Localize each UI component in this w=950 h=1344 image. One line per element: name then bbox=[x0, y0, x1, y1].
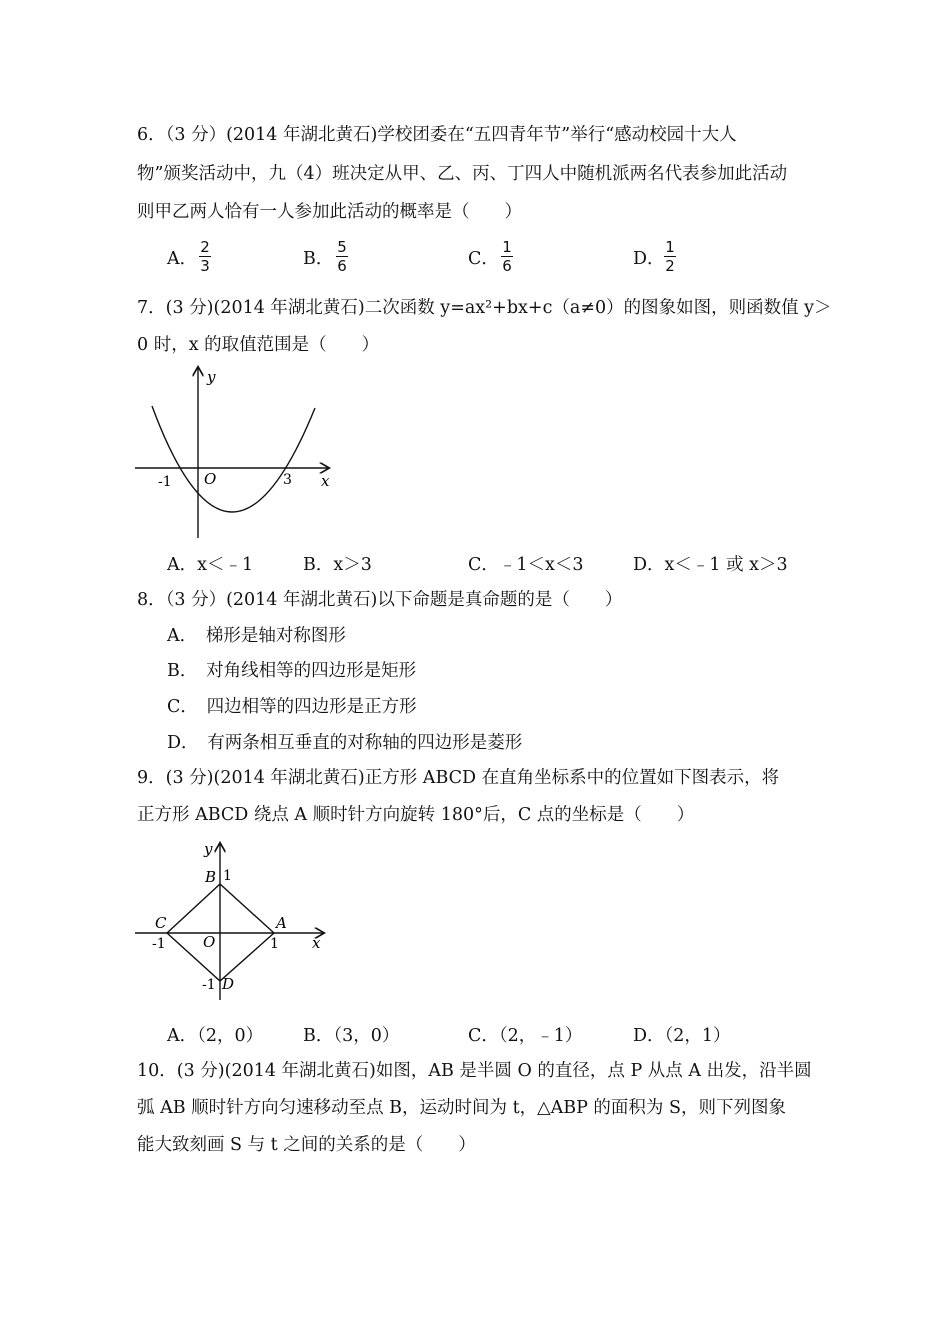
q8-option-c[interactable]: C． 四边相等的四边形是正方形 bbox=[167, 697, 417, 717]
q10-line-3: 能大致刻画 S 与 t 之间的关系的是（ ） bbox=[137, 1135, 476, 1155]
q6-line-2: 物”颁奖活动中，九（4）班决定从甲、乙、丙、丁四人中随机派两名代表参加此活动 bbox=[137, 164, 788, 184]
q6-option-a-label[interactable]: A． bbox=[167, 249, 198, 269]
y-neg-one-label: -1 bbox=[202, 977, 216, 993]
q6-option-b-label[interactable]: B． bbox=[303, 249, 334, 269]
q9-line-2: 正方形 ABCD 绕点 A 顺时针方向旋转 180°后，C 点的坐标是（ ） bbox=[137, 805, 695, 825]
point-a-label: A bbox=[276, 914, 287, 932]
point-b-label: B bbox=[205, 868, 217, 886]
origin-label: O bbox=[204, 470, 217, 488]
q6-line-3: 则甲乙两人恰有一人参加此活动的概率是（ ） bbox=[137, 202, 522, 222]
x-axis-label: x bbox=[312, 934, 321, 952]
q7-line-1: 7．(3 分)(2014 年湖北黄石)二次函数 y=ax²+bx+c（a≠0）的图象如图，则函数值 y＞ bbox=[137, 298, 832, 318]
q6-option-d-denominator: 2 bbox=[665, 257, 675, 275]
x-axis-label: x bbox=[321, 472, 330, 490]
point-d-label: D bbox=[222, 975, 235, 993]
q7-option-a[interactable]: A．x＜﹣1 bbox=[167, 555, 254, 575]
q9-option-a[interactable]: A．（2，0） bbox=[167, 1026, 264, 1046]
x-one-label: 1 bbox=[270, 936, 279, 952]
q9-option-b[interactable]: B．（3，0） bbox=[303, 1026, 400, 1046]
y-axis-label: y bbox=[207, 368, 216, 386]
x-neg-one-label: -1 bbox=[152, 936, 166, 952]
q8-option-a[interactable]: A． 梯形是轴对称图形 bbox=[167, 626, 346, 646]
q6-option-a-numerator: 2 bbox=[200, 238, 210, 256]
q6-option-c-fraction bbox=[501, 239, 513, 274]
q9-line-1: 9．(3 分)(2014 年湖北黄石)正方形 ABCD 在直角坐标系中的位置如下图表示，将 bbox=[137, 768, 780, 788]
q6-option-a-fraction bbox=[199, 239, 211, 274]
y-one-label: 1 bbox=[223, 868, 232, 884]
q10-line-2: 弧 AB 顺时针方向匀速移动至点 B，运动时间为 t，△ABP 的面积为 S，则下列图象 bbox=[137, 1098, 786, 1118]
q6-line-1: 6．（3 分）(2014 年湖北黄石)学校团委在“五四青年节”举行“感动校园十大人 bbox=[137, 125, 737, 145]
q7-line-2: 0 时，x 的取值范围是（ ） bbox=[137, 335, 380, 355]
q6-option-b-numerator: 5 bbox=[337, 238, 347, 256]
q7-option-d[interactable]: D．x＜﹣1 或 x＞3 bbox=[633, 555, 788, 575]
root-neg-one-label: -1 bbox=[158, 474, 172, 490]
q7-parabola-graph bbox=[130, 362, 340, 542]
q9-option-c[interactable]: C．（2，﹣1） bbox=[468, 1026, 583, 1046]
parabola-curve bbox=[152, 406, 315, 512]
q6-option-d-label[interactable]: D． bbox=[633, 249, 665, 269]
origin-label: O bbox=[203, 933, 216, 951]
q6-option-d-fraction bbox=[664, 239, 676, 274]
point-c-label: C bbox=[155, 914, 167, 932]
q6-option-c-label[interactable]: C． bbox=[468, 249, 499, 269]
q9-option-d[interactable]: D．（2，1） bbox=[633, 1026, 731, 1046]
q8-line-1: 8．（3 分）(2014 年湖北黄石)以下命题是真命题的是（ ） bbox=[137, 590, 623, 610]
q6-option-c-denominator: 6 bbox=[502, 257, 512, 275]
y-axis-label: y bbox=[204, 840, 213, 858]
q6-option-c-numerator: 1 bbox=[502, 238, 512, 256]
q6-option-b-denominator: 6 bbox=[337, 257, 347, 275]
q9-square-graph bbox=[130, 838, 340, 1003]
q7-option-b[interactable]: B．x＞3 bbox=[303, 555, 372, 575]
q6-option-b-fraction bbox=[336, 239, 348, 274]
q6-option-d-numerator: 1 bbox=[665, 238, 675, 256]
q8-option-d[interactable]: D． 有两条相互垂直的对称轴的四边形是菱形 bbox=[167, 733, 523, 753]
q10-line-1: 10．(3 分)(2014 年湖北黄石)如图，AB 是半圆 O 的直径，点 P 从点 A 出发，沿半圆 bbox=[137, 1061, 812, 1081]
q6-option-a-denominator: 3 bbox=[200, 257, 210, 275]
q8-option-b[interactable]: B． 对角线相等的四边形是矩形 bbox=[167, 661, 417, 681]
q7-option-c[interactable]: C．﹣1＜x＜3 bbox=[468, 555, 584, 575]
root-three-label: 3 bbox=[283, 472, 292, 488]
